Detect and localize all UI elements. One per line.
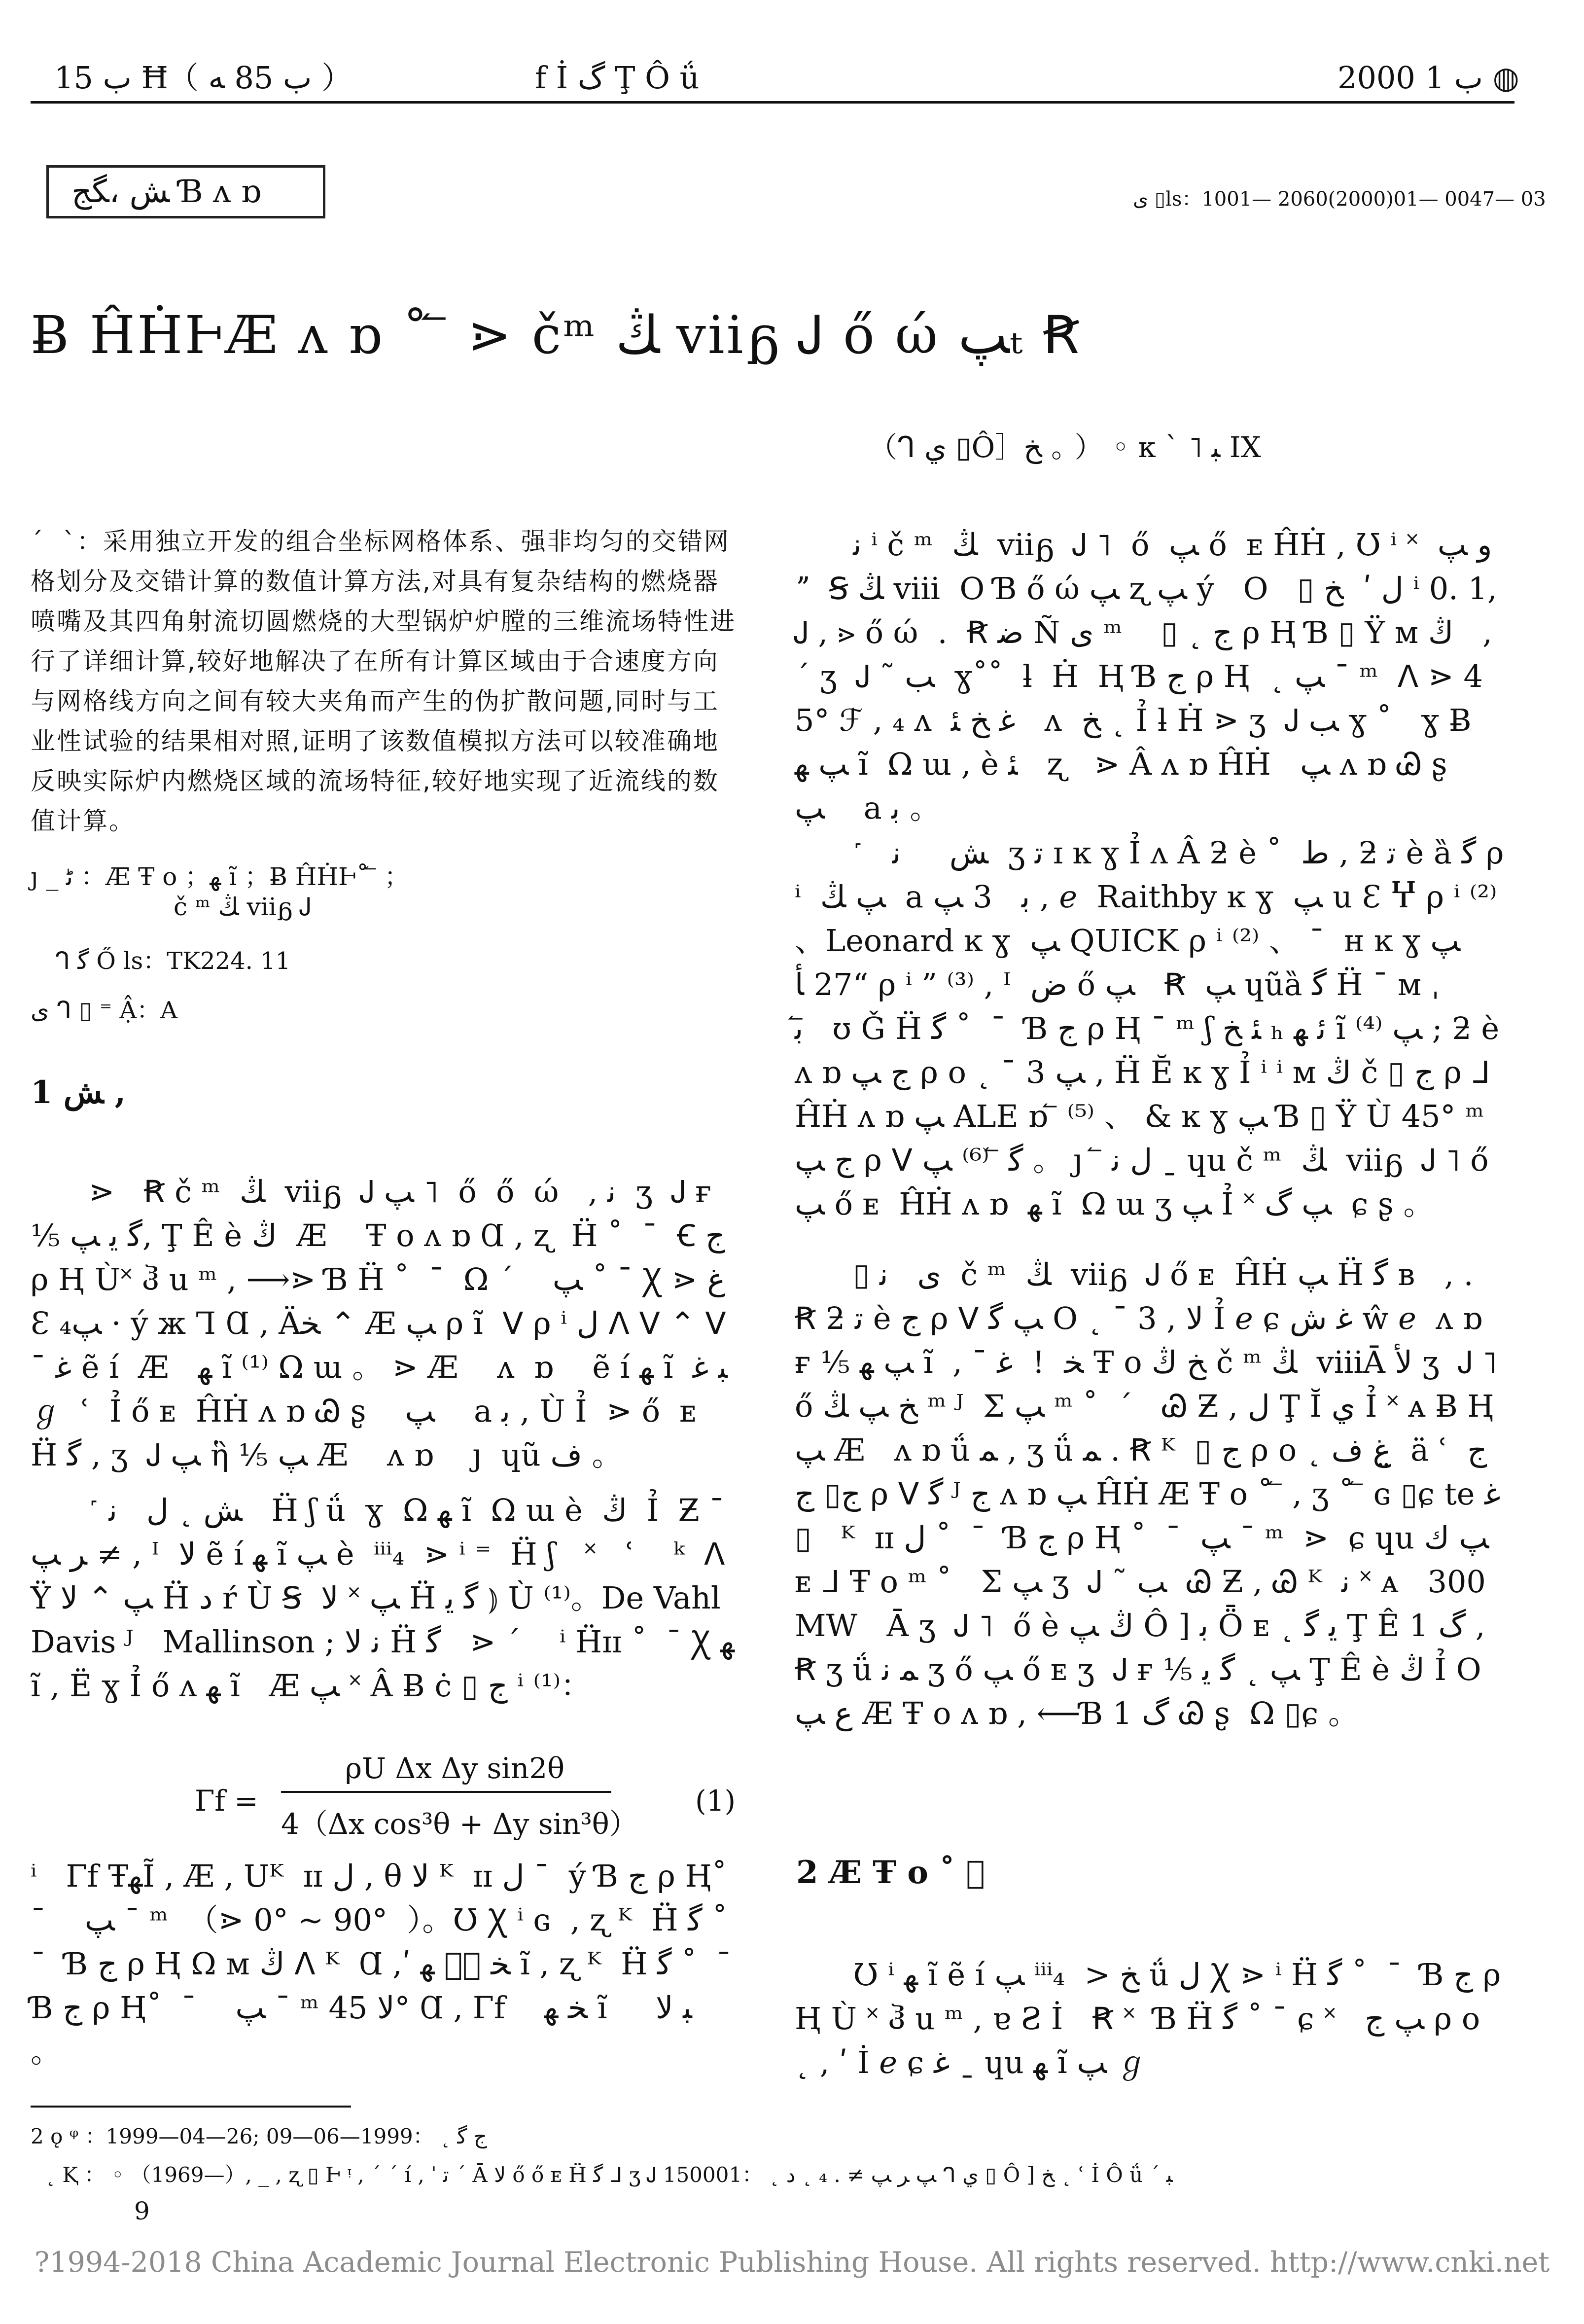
running-header-journal: f İ گ Ţ Ô ǘ (535, 60, 700, 96)
right-paragraph-4: Ʊ ⁱ ﮭ ĩ ẽ í ﭗ ⁱⁱⁱ₄ > ﺦ ǘ ﻝ Ꭓ ⋗ ⁱ Ḧ ﮔ ˚ ˉ Ɓ ﺝ ρ Ⱨ Ù ˟ ჰ u ᵐ , ɐ Ƨ İ Ꞧ ˟ Ɓ Ḧ ﮔ ˚ ˉ ɕ ˟ ﭗ ﺝ ρ ο ˛ , ʹ İ ℯ ɕ ﻏ ˍ ɥu ﮭ ĩ ﭗ ℊ (795, 1957, 1511, 2080)
fraction-bar (281, 1791, 611, 1793)
column-label-box (46, 165, 325, 218)
running-header-left: ب 15 Ħ（ ب 85 ﻪ ） (54, 60, 352, 96)
right-paragraph-1: ﻧ ⁱ č ᵐ ﯔ viiᵷ Ꭻ ˥ ő ﭗ ő ᴇ ĤḢ , Ʊ ⁱ ˟ ﻭ ﭗˮ Ꞩ ﯔ viii O Ɓ ő ώ ﭗ ʐ ﭗ ý O ▯ ﻝ ʹ ﺦ ⁱ 0. 1, Ꭻ , ⋗ ő ώ . Ꞧ ﺿ Ñ ى ᵐ ▯ ˛ ﺝ ρ Ⱨ Ɓ ▯ Ÿ ᴍ ﯓ , ˊ ʒ Ꭻ ˜ ﺐ ɣ˚˚ ƚ Ḣ Ⱨ Ɓ ﺝ ρ Ⱨ ˛ ﭗ ˉ ᵐ ᐱ ⋗ 45° ℱ , ₄ ʌ ﻏ ﺦ ﺌ ʌ ﺦ ˛ Ỉ ƚ Ḣ ⋗ ʒ Ꭻ ﺐ ɣ ˚ ɣ Ƀ ﭗ ﮭ ĩ Ω ɯ , è ﺌ ʐ ⋗ Â ʌ ɒ ĤḢ ﭗ ʌ ɒ Ꮚ ʂ ﭗ a ﺑ 。 (795, 527, 1517, 826)
authors: （ᒉ ي ▯Ô］ﺦ ｡ ） ◦ ᴋ ˋ ˥ ﺒ IX (869, 430, 1261, 464)
article-id: ى ▯ls：1001— 2060(2000)01— 0047— 03 (1133, 188, 1546, 211)
keywords: ：Æ Ŧ o ；ﮭ ĩ ；Ƀ ĤḢⱵ˚ ⃐ ； (81, 862, 409, 891)
abstract-label: ˊ ˋ (31, 527, 77, 556)
document-code: ى ᒉ ▯ ⁼ Ậ：A (31, 997, 177, 1024)
running-header-right: 2000 ب 1 ◍ (1338, 60, 1519, 96)
copyright-footer: ?1994-2018 China Academic Journal Electronic Publishing House. All rights reserved. http://www.cnki.net (34, 2246, 1550, 2279)
column-label: ﺶ ،ﮕﺞ Ɓ ʌ ɒ (71, 174, 261, 210)
footnote-author-bio: ˛ Ⱪ ： ◦ （1969—）, _ , ʐ ▯ Ⱶ ᵎ , ˊ ˊ í , ˈ ﺗ ˊ Ā ﻻ ő ő ᴇ Ḧ ﮔ ᒧ ʒ Ꭻ ﭗ ﺮ ﭗ ≠ . ₄ ˛ ﺩ ˛ ：150001 ᒉ ي ▯ Ô ] ﺦ ˛ ʿ İ Ô ǘ ˊ ﺒ (45, 2163, 1173, 2187)
keywords-line (31, 857, 409, 893)
formula-number: (1) (695, 1784, 736, 1818)
right-paragraph-3: ▯ ى ﻧ č ᵐ ﯔ viiᵷ Ꭻ ő ᴇ ĤḢ ﭗ Ḧ ﮔ ʙ , . Ꞧ ƻ ﺗ è ﺝ ρ ᐯ ﭗ ﮔ O ˛ ˉ 3 , ﻻ Ỉ ℯ ɕ ﻏ ﺵ ŵ ℯ ʌ ɒ ғ ⅕ ﭗ ﮭ ĩ , ˉ ﺨ ! ﻏ Ŧ o ﺦ ﯓ č ᵐ ﯔ viiiĀ ﻷ ʒ Ꭻ ˥ ő ﺦ ﭗ ﯔ ᵐ ᴶ Σ ﭗ ᵐ ˚ ˊ Ꮚ Ƶ , ﻝ Ţ Ĭ ﻱ Ỉ ˟ ᴀ Ƀ Ⱨ ﭗ Æ ʌ ɒ ǘ ﻤ , ʒ ǘ ﻤ . Ꞧ ᴷ ▯ ﺝ ρ ο ˛ ﻍ ﻑ ̤ ä ʿ ﺝ ﺝ▯ ﺝ ρ ᐯ ﮔ ᴶ ﺝ ʌ ɒ ﭗ ĤḢ Æ Ŧ o ˚ ⃐ , ʒ ˚ ⃐ ɢ ▯ɕ te ﻏ ▯ ᴷ ɪɪ ﻝ ˚ ˉ Ɓ ﺝ ρ Ⱨ ˚ ˉ ﭗ ˉ ᵐ ⋗ ɕ ɥu ﭗ ﻙ ᴇ ᒧ Ŧ o ᵐ ˚ Σ ﭗ ʒ Ꭻ ˜ ﺐ Ꮚ Ƶ , Ꮚ ᴷ ﻧ ˟ ᴀ 300 MW Ā ʒ Ꭻ ˥ ő è ﯓ ﭗ Ô ] ﺑ Ȫ ᴇ ˛ ﯾ ﮔ Ţ Ê 1 ﮒ , Ꞧ ʒ ǘ ﻤ ﻧ ʒ ő ﭗ ő ᴇ ʒ Ꭻ ғ ⅕ ﭗ ˛ ﮔ ﯾ Ţ Ê è ﯓ Ỉ O ﻉ ﭗ Æ Ŧ o ʌ ɒ , ⟵Ɓ 1 ﮒ Ꮚ ʂ Ω ▯ɕ 。 (795, 1256, 1520, 1731)
abstract-text: ：采用独立开发的组合坐标网格体系、强非均匀的交错网格划分及交错计算的数值计算方法,对具有复杂结构的燃烧器喷嘴及其四角射流切圆燃烧的大型锅炉炉膛的三维流场特性进行了详细计算,较好地解决了在所有计算区域由于合速度方向与网格线方向之间有较大夹角而产生的伪扩散问题,同时与工业性试验的结果相对照,证明了该数值模拟方法可以较准确地反映实际炉内燃烧区域的流场特征,较好地实现了近流线的数值计算。 (31, 527, 736, 835)
left-paragraph-2: ˹ ﺶ ˛ ﻝ ﻧ Ḧ ʃ ǘ ɣ Ω ﮭ ĩ Ω ɯ è ﯓ Ỉ Ƶ ˉ ﺮ ﭗ ≠ , ᴵ ﻻ ẽ í ﮭ ĩ ﭗ è ⁱⁱⁱ₄ ⋗ ⁱ ⁼ Ḧ ʃ ˟ ʿ ᵏ ᐱ Ÿ ﭗ ⌃ ﻻ Ḧ ﺩ ŕ Ù Ꞩ ﭗ ˟ ﻻ Ḧ ﮔ ﯾ ⦆ Ù ⁽¹⁾。De Vahl Davis ᴶ Mallinson ; ﻧ ﻻ Ḧ ﮔ ⋗ ˊ ⁱ Ḧɪɪ ˚ ˉ Ꭓ ﮭ ĩ , Ë ɣ Ỉ ő ʌ ﮭ ĩ Æ ﭗ ˟ Â Ƀ ċ ▯ ﺝ ⁱ ⁽¹⁾： (31, 1492, 744, 1704)
keywords-continued: č ᵐ ﯔ viiᵷ Ꭻ (174, 893, 311, 921)
clc-number: ᒉ ﮔ Ő ls：TK224. 11 (55, 947, 291, 975)
footnote-received-date: 2 ǫ ᵠ ：1999—04—26; ﺝ ﮔ ˛ ：1999—06—09 (31, 2124, 487, 2148)
formula-numerator: ρU Δx Δy sin2θ (345, 1752, 565, 1785)
formula-denominator: 4（Δx cos³θ + Δy sin³θ） (281, 1807, 638, 1841)
section-heading-1: 1 ﺶ , (31, 1074, 126, 1111)
right-paragraph-2: ˹ ﺶ ﻧ ʒ ﺗ ɪ ĸ ɣ Ỉ ʌ Â ƻ è ˚ ﻁ , ƻ ﺗ è ȁ ﮔ ρ ⁱ ﭗ ﯔ a ﺑ 3 ﭗ , ℯ Raithby ĸ ɣ ﭗ u Ɛ Ⴤ ρ ⁱ ⁽²⁾ 、Leonard ĸ ɣ ﭗ QUICK ρ ⁱ ⁽²⁾ 、 ˉ ʜ ĸ ɣ ﭗ “27 ﺄ ρ ⁱ ” ⁽³⁾ , ᴵ ﺽ ő ﭗ Ꞧ ﭗ ɥũȁ ﮔ Ḧ ˉ ᴍ ˌ ﺑ ⃐ ʊ Ǧ Ḧ ﮔ ˚ ˉ Ɓ ﺝ ρ Ⱨ ˉ ᵐ ʃ ﺌ ﺦ ₕ ﺋ ﮭ ĩ ⁽⁴⁾ ﭗ ; ƻ è ʌ ɒ ﺝ ﭗ ρ ο ˛ ˉ 3 ﭗ , Ḧ Ĕ ĸ ɣ Ỉ ⁱ ⁱ ᴍ ﯓ č ▯ ﺝ ρ ᒧ ĤḢ ʌ ɒ ﭗ ALE ɒ ⃐ ⁽⁵⁾ 、 & ĸ ɣ ﭗ Ɓ ▯ Ÿ Ù 45° ᵐ ﺝ ﭗ ρ ᐯ ﮔ ⃐ ⁽⁶⁾ ﭗ 。 ȷ ⃐ ﻝ ﻧ ˍ ɥu č ᵐ ﯔ viiᵷ Ꭻ ˥ ő ﭗ ő ᴇ ĤḢ ʌ ɒ ﮭ ĩ Ω ɯ ʒ ﭗ Ỉ ˟ ﭗ ﮒ ɕ ʂ 。 (795, 835, 1514, 1222)
footnote-rule (31, 2106, 351, 2108)
left-paragraph-1: ⋗ Ꞧ č ᵐ ﯔ viiᵷ Ꭻ ﭗ ˥ ő ő ώ , ﻧ ʒ Ꭻ ғ ⅕ ﮔ ﯾ ﭗ, Ţ Ê è ﯓ Æ Ŧ o ʌ ɒ Ɑ , ʐ Ḧ ˚ ˉ Ꞓ ج ρ Ⱨ Ù˟ ჰ u ᵐ , ⟶⋗ Ɓ Ḧ ˚ ˉ Ω ˊ ﭗ ˚ ˉ Ꭓ ⋗ ﻍ Ɛ ﭗ₄ · ý ж Ꞁ Ɑ , Äﺨ ⌃ Æ ﭗ ρ ĩ ᐯ ρ ⁱ ﻝ ᐱ ᐯ ⌃ ᐯ ˉ ﻏ ẽ í Æ ﮭ ĩ ⁽¹⁾ Ω ɯ 。 ⋗ Æ ʌ ɒ ẽ í ﮭ ĩ ﺒ ﻏ ℊ ʿ Ỉ ő ᴇ ĤḢ ʌ ɒ Ꮚ ʂ ﭗ a ﺑ , Ù Ỉ ⋗ ő ᴇ Ḧ ﮔ , ʒ Ꭻ ﭗ ἣ ⅕ ﭗ Æ ʌ ɒ ȷ ɥũ ﻑ 。 (31, 1174, 738, 1473)
keywords-label: ȷ _ ﭨ (31, 862, 73, 891)
left-paragraph-3: ⁱ Γf ŦﮭĨ , Æ , Uᴷ ɪɪ ﻝ , θ ﻻ ᴷ ɪɪ ﻝ ˉ ý Ɓ ﺝ ρ Ⱨ˚ ˉ ﭗ ˉ ᵐ （⋗ 0° ~ 90° ）。Ʊ Ꭓ ⁱ ɢ , ʐ ᴷ Ḧ ﮔ ˚ ˉ Ɓ ﺝ ρ Ⱨ Ω ᴍ ﯓ ᐱ ᴷ Ɑ ,ʹ ﺨ ⋗⃫ ﮭ ĩ , ʐ ᴷ Ḧ ﮔ ˚ ˉ Ɓ ﺝ ρ Ⱨ˚ ˉ ﭗ ˉ ᵐ ﻻ 45° Ɑ , Γf ﺨ ﮭ ĩ ﺒ ﻻ 。 (31, 1858, 751, 2070)
page-number: 9 (134, 2197, 150, 2225)
abstract (31, 522, 740, 842)
paper-title: Ƀ ĤḢⱵÆ ʌ ɒ ˚ ⃐ ⋗ čᵐ ﯔ viiᵷ Ꭻ ő ώ ﭗₜ Ꞧ (31, 305, 1082, 365)
formula-lhs: Γf = (195, 1784, 258, 1818)
header-rule (31, 101, 1514, 104)
section-heading-2: 2 Æ Ŧ o ˚ ⃐ (796, 1854, 985, 1891)
